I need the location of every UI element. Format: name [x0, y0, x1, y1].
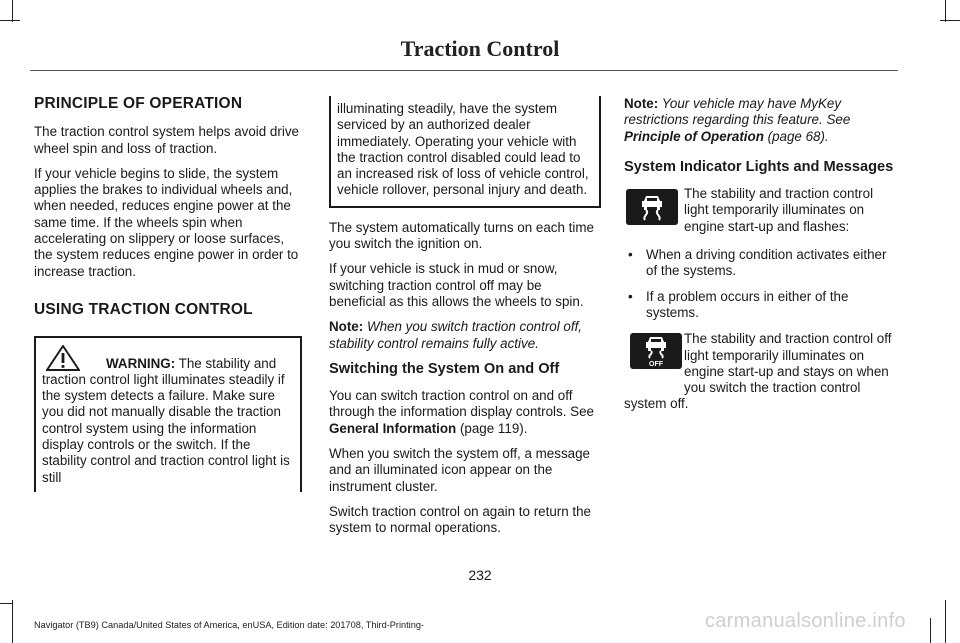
page-number: 232 [468, 567, 492, 583]
warning-box-continued [329, 96, 601, 208]
note-text: When you switch traction control off, stability control remains fully active. [329, 319, 583, 351]
title-divider [30, 70, 898, 71]
note [624, 96, 896, 145]
text: (page 119). [456, 420, 528, 436]
paragraph: When you switch the system off, a message and an illuminated icon appear on the instrument cluster. [329, 446, 590, 494]
lamp-description: The stability and traction control off light temporarily illuminates on engine start-up and stays on when you switch the traction control system off. [624, 331, 892, 412]
list-item: • If a problem occurs in either of the systems. [624, 289, 896, 322]
bullet-list [624, 247, 896, 321]
paragraph: If your vehicle is stuck in mud or snow, switching traction control off may be beneficial as this allows the wheels to spin. [329, 261, 584, 309]
crop-mark [940, 20, 960, 21]
note [329, 319, 601, 352]
text: You can switch traction control on and off through the information display controls. See [329, 388, 594, 420]
warning-text [42, 356, 294, 486]
column-left [34, 96, 302, 492]
traction-control-off-light-icon [630, 333, 682, 369]
crop-mark [930, 618, 931, 643]
warning-body-continued: illuminating steadily, have the system serviced by an authorized dealer immediately. Operating your vehicle with the traction control disabled could lead to an increased risk of loss of vehicle control, vehicle rollover, personal injury and death. [337, 101, 589, 198]
note-label: Note: [624, 96, 659, 111]
indicator-traction-off [624, 331, 896, 412]
paragraph: The traction control system helps avoid drive wheel spin and loss of traction. [34, 124, 299, 156]
list-item: • When a driving condition activates either of the systems. [624, 247, 896, 280]
heading-using-traction-control: USING TRACTION CONTROL [34, 300, 253, 318]
crop-mark [0, 603, 12, 604]
paragraph: Switch traction control on again to return the system to normal operations. [329, 503, 592, 536]
note-label: Note: [329, 319, 364, 335]
column-right [624, 96, 896, 413]
note-text: (page 68). [763, 128, 829, 144]
cross-reference-link[interactable]: Principle of Operation [624, 128, 764, 144]
cross-reference-link[interactable]: General Information [329, 420, 457, 436]
crop-mark [12, 600, 13, 643]
heading-principle-of-operation: PRINCIPLE OF OPERATION [34, 95, 243, 112]
warning-body: The stability and traction control light illuminates steadily if the system detects a failure. Make sure you did not manually disable the traction control system using the information display controls or the switch. If the stability control and traction control light is still [42, 355, 290, 485]
column-middle [329, 100, 601, 546]
warning-box [34, 336, 302, 492]
stability-control-light-icon [626, 189, 678, 225]
crop-mark [945, 0, 946, 22]
watermark-text: carmanualsonline.info [705, 610, 906, 632]
note-text: Your vehicle may have MyKey restrictions regarding this feature. See [624, 96, 851, 128]
heading-switching-system: Switching the System On and Off [329, 360, 560, 377]
lamp-description: The stability and traction control light temporarily illuminates on engine start-up and flashes: [684, 186, 874, 234]
crop-mark [0, 20, 20, 21]
page-title: Traction Control [400, 36, 560, 61]
heading-indicator-lights: System Indicator Lights and Messages [624, 158, 894, 175]
off-label: OFF [649, 361, 663, 369]
edition-footer: Navigator (TB9) Canada/United States of America, enUSA, Edition date: 201708, Third-Printing- [34, 620, 424, 630]
crop-mark [945, 600, 946, 643]
paragraph [329, 388, 601, 437]
warning-triangle-icon [46, 345, 80, 371]
warning-label: WARNING: [106, 355, 176, 371]
crop-mark [12, 0, 13, 22]
paragraph: If your vehicle begins to slide, the system applies the brakes to individual wheels and, when needed, reduces engine power at the same time. If the wheels spin when accelerating on slippery or loose surfaces, the system reduces engine power in order to increase traction. [34, 165, 299, 279]
paragraph: The system automatically turns on each time you switch the ignition on. [329, 219, 594, 252]
indicator-stability-control [624, 186, 896, 235]
